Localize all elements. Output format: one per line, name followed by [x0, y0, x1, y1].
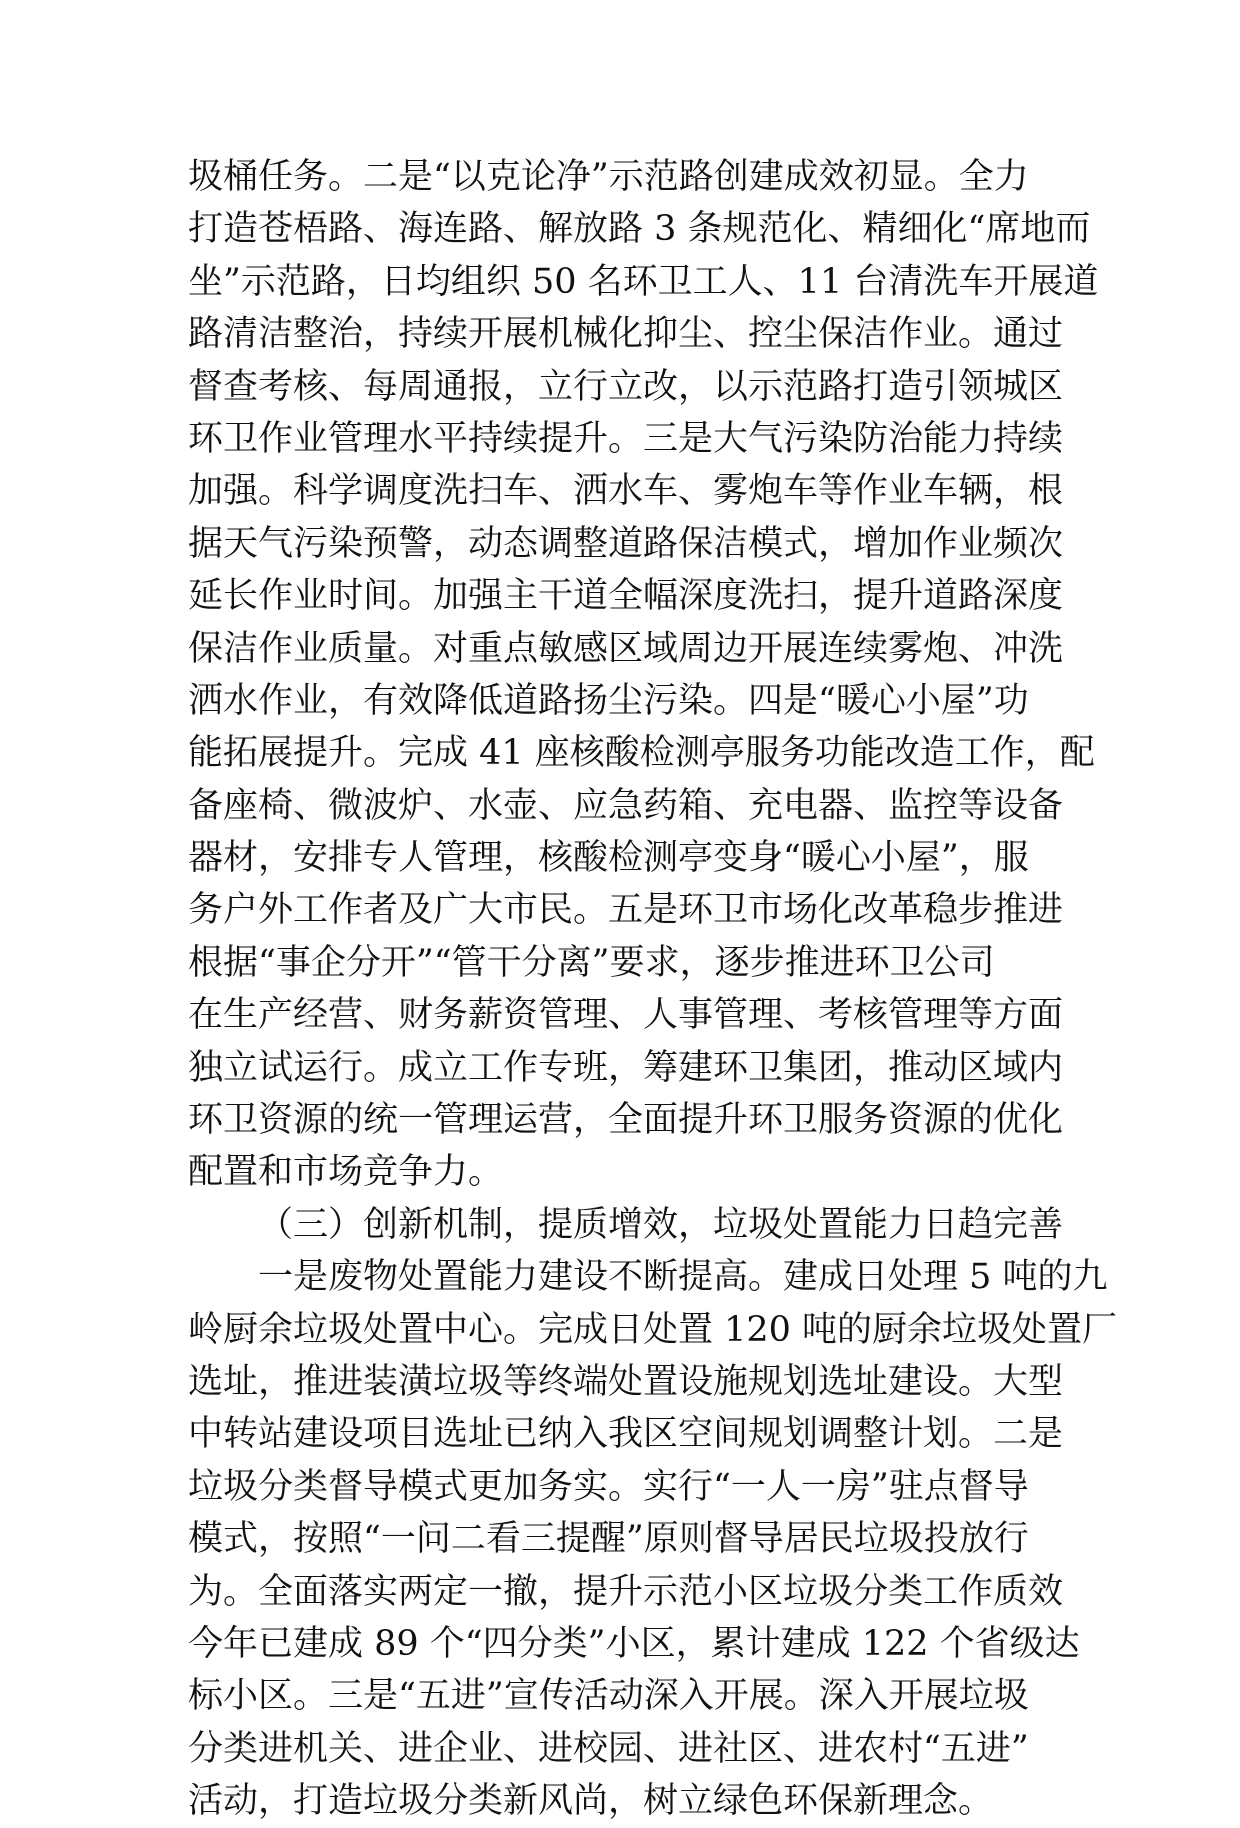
- text-line: 选址，推进装潢垃圾等终端处置设施规划选址建设。大型: [188, 1361, 1064, 1402]
- text-line: 岭厨余垃圾处置中心。完成日处置 120 吨的厨余垃圾处置厂: [188, 1309, 1118, 1350]
- text-line: 洒水作业，有效降低道路扬尘污染。四是“暖心小屋”功: [188, 680, 1029, 721]
- text-line: 务户外工作者及广大市民。五是环卫市场化改革稳步推进: [188, 890, 1064, 931]
- text-line: 环卫资源的统一管理运营，全面提升环卫服务资源的优化: [188, 1100, 1064, 1141]
- text-line: 保洁作业质量。对重点敏感区域周边开展连续雾炮、冲洗: [188, 628, 1064, 669]
- text-line: 坐”示范路，日均组织 50 名环卫工人、11 台清洗车开展道: [188, 261, 1099, 302]
- text-line: 标小区。三是“五进”宣传活动深入开展。深入开展垃圾: [188, 1676, 1029, 1717]
- text-line: 模式，按照“一问二看三提醒”原则督导居民垃圾投放行: [188, 1519, 1029, 1560]
- text-line: 路清洁整治，持续开展机械化抑尘、控尘保洁作业。通过: [188, 314, 1064, 355]
- section-heading: （三）创新机制，提质增效，垃圾处置能力日趋完善: [258, 1204, 1064, 1245]
- text-line: 备座椅、微波炉、水壶、应急药箱、充电器、监控等设备: [188, 785, 1064, 826]
- text-line: 圾桶任务。二是“以克论净”示范路创建成效初显。全力: [188, 157, 1029, 197]
- text-line: 今年已建成 89 个“四分类”小区，累计建成 122 个省级达: [188, 1623, 1080, 1664]
- text-line: 独立试运行。成立工作专班，筹建环卫集团，推动区域内: [188, 1047, 1064, 1088]
- text-line: 打造苍梧路、海连路、解放路 3 条规范化、精细化“席地而: [188, 209, 1091, 250]
- text-line: 督查考核、每周通报，立行立改，以示范路打造引领城区: [188, 366, 1064, 407]
- text-line: 中转站建设项目选址已纳入我区空间规划调整计划。二是: [188, 1414, 1064, 1455]
- text-line: 能拓展提升。完成 41 座核酸检测亭服务功能改造工作，配: [188, 733, 1095, 774]
- text-line: 活动，打造垃圾分类新风尚，树立绿色环保新理念。: [188, 1781, 994, 1822]
- body-text: [188, 151, 1118, 1828]
- text-line: 据天气污染预警，动态调整道路保洁模式，增加作业频次: [188, 523, 1064, 564]
- text-line: 一是废物处置能力建设不断提高。建成日处理 5 吨的九: [258, 1257, 1108, 1298]
- text-line: 器材，安排专人管理，核酸检测亭变身“暖心小屋”，服: [188, 838, 1029, 879]
- text-line: 延长作业时间。加强主干道全幅深度洗扫，提升道路深度: [188, 576, 1064, 617]
- text-line: 在生产经营、财务薪资管理、人事管理、考核管理等方面: [188, 995, 1064, 1036]
- text-line: 分类进机关、进企业、进校园、进社区、进农村“五进”: [188, 1728, 1029, 1769]
- text-line: 配置和市场竞争力。: [188, 1152, 504, 1193]
- text-line: 为。全面落实两定一撤，提升示范小区垃圾分类工作质效: [188, 1571, 1064, 1612]
- text-line: 垃圾分类督导模式更加务实。实行“一人一房”驻点督导: [188, 1466, 1029, 1507]
- text-line: 根据“事企分开”“管干分离”要求，逐步推进环卫公司: [188, 942, 995, 983]
- text-line: 环卫作业管理水平持续提升。三是大气污染防治能力持续: [188, 418, 1064, 459]
- text-line: 加强。科学调度洗扫车、洒水车、雾炮车等作业车辆，根: [188, 471, 1064, 512]
